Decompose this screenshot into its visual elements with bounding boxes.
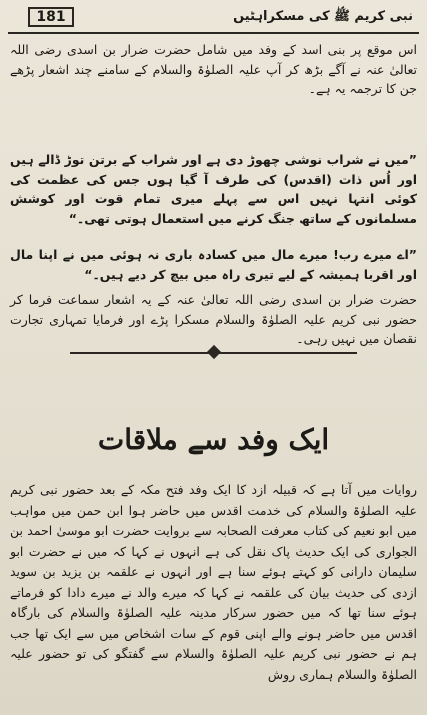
paragraph-conclusion: حضرت ضرار بن اسدی رضی اللہ تعالیٰ عنہ کے یہ اشعار سماعت فرما کر حضور نبی کریم علیہ الصلوٰۃ والسلام مسکرا پڑے اور فرمایا تمہاری تجارت نقصان میں نہیں رہی۔: [10, 292, 417, 346]
divider-diamond-ornament: [206, 345, 220, 359]
poem-translation-2: ”اے میرے رب! میرے مال میں کسادہ باری نہ ہوئی میں نے اپنا مال اور اقربا ہمیشہ کے لیے تیری راہ میں بیچ کر دیے ہیں۔“: [10, 247, 417, 282]
paragraph-intro: اس موقع پر بنی اسد کے وفد میں شامل حضرت ضرار بن اسدی رضی اللہ تعالیٰ عنہ نے آگے بڑھ کر آپ علیہ الصلوٰۃ والسلام کے سامنے چند اشعار پڑھے جن کا ترجمہ یہ ہے۔: [10, 42, 417, 96]
poem-translation-1: ”میں نے شراب نوشی چھوڑ دی ہے اور شراب کے برتن توڑ ڈالے ہیں اور اُس ذات (اقدس) کی طرف آ گیا ہوں جس کی عظمت کی کوئی انتہا نہیں اس سے پہلے میری تمام قوت اور کوشش مسلمانوں کے ساتھ جنگ کرنے میں استعمال ہوتی تھی۔“: [10, 152, 417, 226]
section-paragraph: روایات میں آتا ہے کہ قبیلہ ازد کا ایک وفد فتح مکہ کے بعد حضور نبی کریم علیہ الصلوٰۃ والسلام کی خدمت اقدس میں حاضر ہوا ابن حمن میں مواہب میں ابو نعیم کی کتاب معرفت الصحابہ سے بروایت حضرت ابو موسیٰ احمد بن الجواری کی ایک حدیث پاک نقل کی ہے انہوں نے کہا کہ میں نے حضرت ابو سلیمان دارانی کو کہتے ہوئے سنا ہے اور انہوں نے علقمہ بن یزید بن سوید ازدی کی حدیث بیان کی علقمہ نے کہا کہ میرے والد نے میرے دادا کو فرماتے ہوئے سنا تھا کہ میں حضور سرکار مدینہ علیہ الصلوٰۃ والسلام کی بارگاہ اقدس میں حاضر ہونے والے اپنی قوم کے سات اشخاص میں سے ایک تھا جب ہم نے حضور نبی کریم علیہ الصلوٰۃ والسلام سے گفتگو کی تو حضور علیہ الصلوٰۃ والسلام ہماری روش: [10, 482, 417, 682]
page-header: [8, 6, 419, 34]
section-heading: ایک وفد سے ملاقات: [97, 423, 330, 456]
page-number: 181: [28, 7, 74, 27]
section-divider: [70, 347, 357, 359]
running-title: نبی کریم ﷺ کی مسکراہٹیں: [233, 9, 413, 24]
